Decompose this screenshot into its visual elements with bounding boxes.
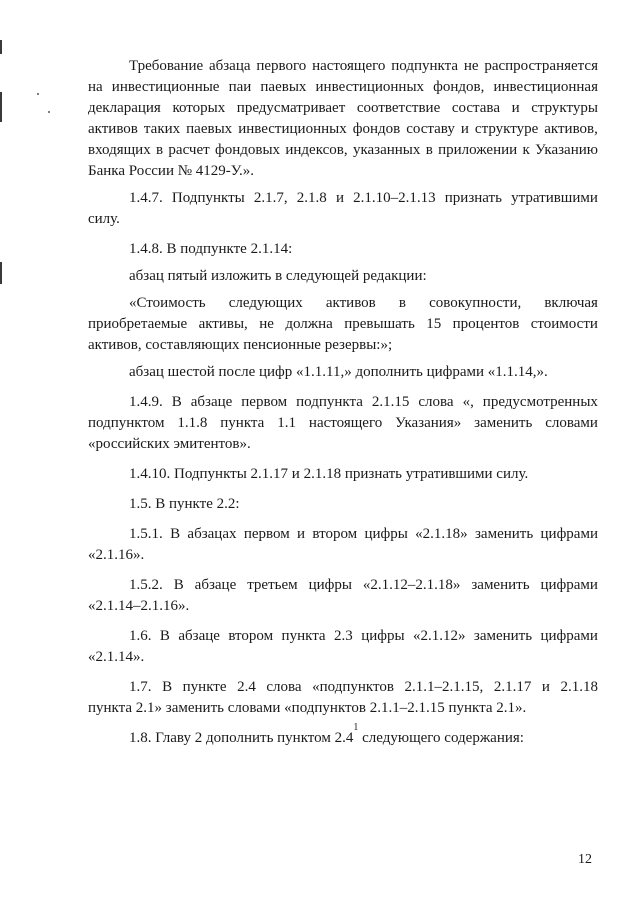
word: на bbox=[88, 79, 103, 95]
word: признать bbox=[444, 190, 502, 206]
paragraph-line bbox=[88, 677, 598, 698]
paragraph-text: 1.8. Главу 2 дополнить пунктом 2.4 bbox=[129, 730, 354, 746]
word: и bbox=[297, 526, 306, 542]
superscript: 1 bbox=[353, 722, 359, 733]
scan-edge-mark bbox=[0, 262, 2, 284]
word: следующих bbox=[228, 295, 303, 311]
paragraph-line: абзац шестой после цифр «1.1.11,» дополнить цифрами «1.1.14,». bbox=[129, 364, 548, 380]
word: цифрами bbox=[540, 526, 598, 542]
scan-speck bbox=[48, 111, 50, 113]
word: предусматривает bbox=[236, 100, 346, 116]
word: абзаце bbox=[190, 394, 233, 410]
word: активов bbox=[88, 121, 138, 137]
word: приобретаемые bbox=[88, 316, 188, 332]
word: заменить bbox=[474, 415, 533, 431]
word: «подпунктов bbox=[312, 679, 394, 695]
word: в bbox=[398, 295, 406, 311]
word: заменить bbox=[475, 526, 534, 542]
word: декларация bbox=[88, 100, 161, 116]
word: паи bbox=[228, 79, 252, 95]
word: подпункта bbox=[391, 58, 458, 74]
word: расчет bbox=[168, 142, 210, 158]
word: совокупности, bbox=[429, 295, 522, 311]
word: 1.1.8 bbox=[177, 415, 208, 431]
paragraph-line: «2.1.14». bbox=[88, 649, 145, 665]
word: абзаце bbox=[194, 577, 237, 593]
word: втором bbox=[312, 526, 358, 542]
word: стоимости bbox=[530, 316, 598, 332]
word: Требование bbox=[129, 58, 204, 74]
word: и bbox=[541, 679, 550, 695]
paragraph-line: активов, составляющих пенсионные резервы:»; bbox=[88, 337, 393, 353]
word: первого bbox=[256, 58, 307, 74]
word: абзацах bbox=[187, 526, 237, 542]
paragraph-line bbox=[88, 392, 598, 413]
word: 2.1.8 bbox=[296, 190, 327, 206]
paragraph-line bbox=[88, 98, 598, 119]
word: структуре bbox=[474, 121, 539, 137]
word: цифрами bbox=[540, 577, 598, 593]
word: заменить bbox=[473, 628, 533, 644]
word: 2.1.1–2.1.15, bbox=[404, 679, 484, 695]
word: абзаце bbox=[178, 628, 220, 644]
paragraph-line: «2.1.16». bbox=[88, 547, 145, 563]
paragraph-line bbox=[88, 119, 598, 140]
word: не bbox=[259, 316, 274, 332]
word: 15 bbox=[426, 316, 442, 332]
paragraph-line bbox=[88, 626, 598, 647]
word: цифры bbox=[308, 577, 352, 593]
word: и bbox=[460, 121, 469, 137]
word: 1.5.2. bbox=[129, 577, 163, 593]
word: активы, bbox=[198, 316, 248, 332]
word: фондов bbox=[352, 121, 401, 137]
word: инвестиционная bbox=[493, 79, 598, 95]
paragraph-line: 1.4.10. Подпункты 2.1.17 и 2.1.18 признать утратившими силу. bbox=[129, 466, 529, 482]
paragraph-line: Банка России № 4129-У.». bbox=[88, 163, 254, 179]
word: входящих bbox=[88, 142, 151, 158]
word: соответствие bbox=[356, 100, 441, 116]
paragraph-line bbox=[88, 722, 598, 749]
word: структуры bbox=[531, 100, 598, 116]
word: цифры bbox=[364, 526, 408, 542]
word: словами bbox=[545, 415, 598, 431]
page-number: 12 bbox=[578, 852, 592, 867]
word: подпунктом bbox=[88, 415, 165, 431]
word: 2.1.17 bbox=[493, 679, 532, 695]
word: в bbox=[156, 142, 164, 158]
paragraph-line: пункта 2.1» заменить словами «подпунктов 2.1.1–2.1.15 пункта 2.1». bbox=[88, 700, 527, 716]
word: слова bbox=[266, 679, 302, 695]
word: В bbox=[162, 679, 173, 695]
paragraph-line bbox=[88, 293, 598, 314]
word: «Стоимость bbox=[129, 295, 206, 311]
word: 1.5.1. bbox=[129, 526, 163, 542]
paragraph-line bbox=[88, 575, 598, 596]
word: активов bbox=[325, 295, 376, 311]
word: включая bbox=[544, 295, 598, 311]
word: паевых bbox=[186, 121, 233, 137]
paragraph-line bbox=[88, 188, 598, 209]
word: паевых bbox=[260, 79, 307, 95]
paragraph-line: 1.4.8. В подпункте 2.1.14: bbox=[129, 241, 293, 257]
word: настоящего bbox=[312, 58, 386, 74]
word: пункта bbox=[281, 628, 326, 644]
paragraph-text: следующего содержания: bbox=[358, 730, 524, 746]
word: предусмотренных bbox=[482, 394, 598, 410]
paragraph-line bbox=[88, 314, 598, 335]
word: третьем bbox=[247, 577, 298, 593]
word: втором bbox=[228, 628, 274, 644]
word: инвестиционных bbox=[238, 121, 347, 137]
word: Указания» bbox=[395, 415, 462, 431]
word: цифрами bbox=[540, 628, 598, 644]
scan-edge-mark bbox=[0, 40, 2, 54]
word: и bbox=[511, 100, 520, 116]
word: в bbox=[425, 142, 433, 158]
word: 1.7. bbox=[129, 679, 152, 695]
paragraph-line bbox=[88, 524, 598, 545]
word: «2.1.12» bbox=[412, 628, 466, 644]
word: 2.1.7, bbox=[253, 190, 288, 206]
word: инвестиционных bbox=[315, 79, 425, 95]
word: первом bbox=[243, 526, 290, 542]
word: 1.4.7. bbox=[129, 190, 163, 206]
word: индексов, bbox=[285, 142, 348, 158]
word: пункта bbox=[220, 415, 265, 431]
word: указанных bbox=[352, 142, 421, 158]
word: фондов, bbox=[433, 79, 485, 95]
word: утратившими bbox=[511, 190, 598, 206]
word: 1.1 bbox=[277, 415, 296, 431]
paragraph-line: «российских эмитентов». bbox=[88, 436, 251, 452]
word: фондовых bbox=[215, 142, 281, 158]
word: приложении bbox=[438, 142, 518, 158]
word: слова bbox=[418, 394, 454, 410]
paragraph-line: абзац пятый изложить в следующей редакции: bbox=[129, 268, 427, 284]
word: первом bbox=[241, 394, 288, 410]
word: Подпункты bbox=[171, 190, 245, 206]
paragraph-line: силу. bbox=[88, 211, 120, 227]
word: В bbox=[159, 628, 170, 644]
word: 2.3 bbox=[334, 628, 353, 644]
word: настоящего bbox=[308, 415, 383, 431]
word: не bbox=[463, 58, 479, 74]
paragraph-line bbox=[88, 77, 598, 98]
word: цифры bbox=[361, 628, 405, 644]
word: В bbox=[173, 577, 184, 593]
word: 1.6. bbox=[129, 628, 152, 644]
word: 1.4.9. bbox=[129, 394, 163, 410]
paragraph-line bbox=[88, 413, 598, 434]
word: инвестиционные bbox=[111, 79, 220, 95]
word: состава bbox=[451, 100, 500, 116]
word: подпункта bbox=[296, 394, 363, 410]
word: абзаца bbox=[208, 58, 251, 74]
document-page bbox=[88, 56, 598, 749]
word: таких bbox=[143, 121, 181, 137]
word: 2.1.10–2.1.13 bbox=[353, 190, 436, 206]
word: «2.1.12–2.1.18» bbox=[362, 577, 461, 593]
word: В bbox=[170, 526, 181, 542]
word: Указанию bbox=[535, 142, 598, 158]
word: 2.4 bbox=[237, 679, 256, 695]
word: которых bbox=[172, 100, 226, 116]
scan-speck bbox=[37, 93, 39, 95]
word: должна bbox=[285, 316, 333, 332]
word: и bbox=[335, 190, 344, 206]
word: пункте bbox=[182, 679, 227, 695]
word: В bbox=[171, 394, 182, 410]
paragraph-line bbox=[88, 56, 598, 77]
paragraph-line bbox=[88, 140, 598, 161]
scan-edge-mark bbox=[0, 92, 2, 122]
word: активов, bbox=[544, 121, 598, 137]
word: составу bbox=[406, 121, 455, 137]
paragraph-line: «2.1.14–2.1.16». bbox=[88, 598, 190, 614]
word: к bbox=[522, 142, 530, 158]
word: заменить bbox=[471, 577, 530, 593]
word: «2.1.18» bbox=[415, 526, 468, 542]
word: процентов bbox=[452, 316, 520, 332]
paragraph-line: 1.5. В пункте 2.2: bbox=[129, 496, 240, 512]
word: «, bbox=[462, 394, 474, 410]
word: 2.1.15 bbox=[371, 394, 410, 410]
word: 2.1.18 bbox=[560, 679, 598, 695]
word: превышать bbox=[344, 316, 415, 332]
word: распространяется bbox=[484, 58, 598, 74]
